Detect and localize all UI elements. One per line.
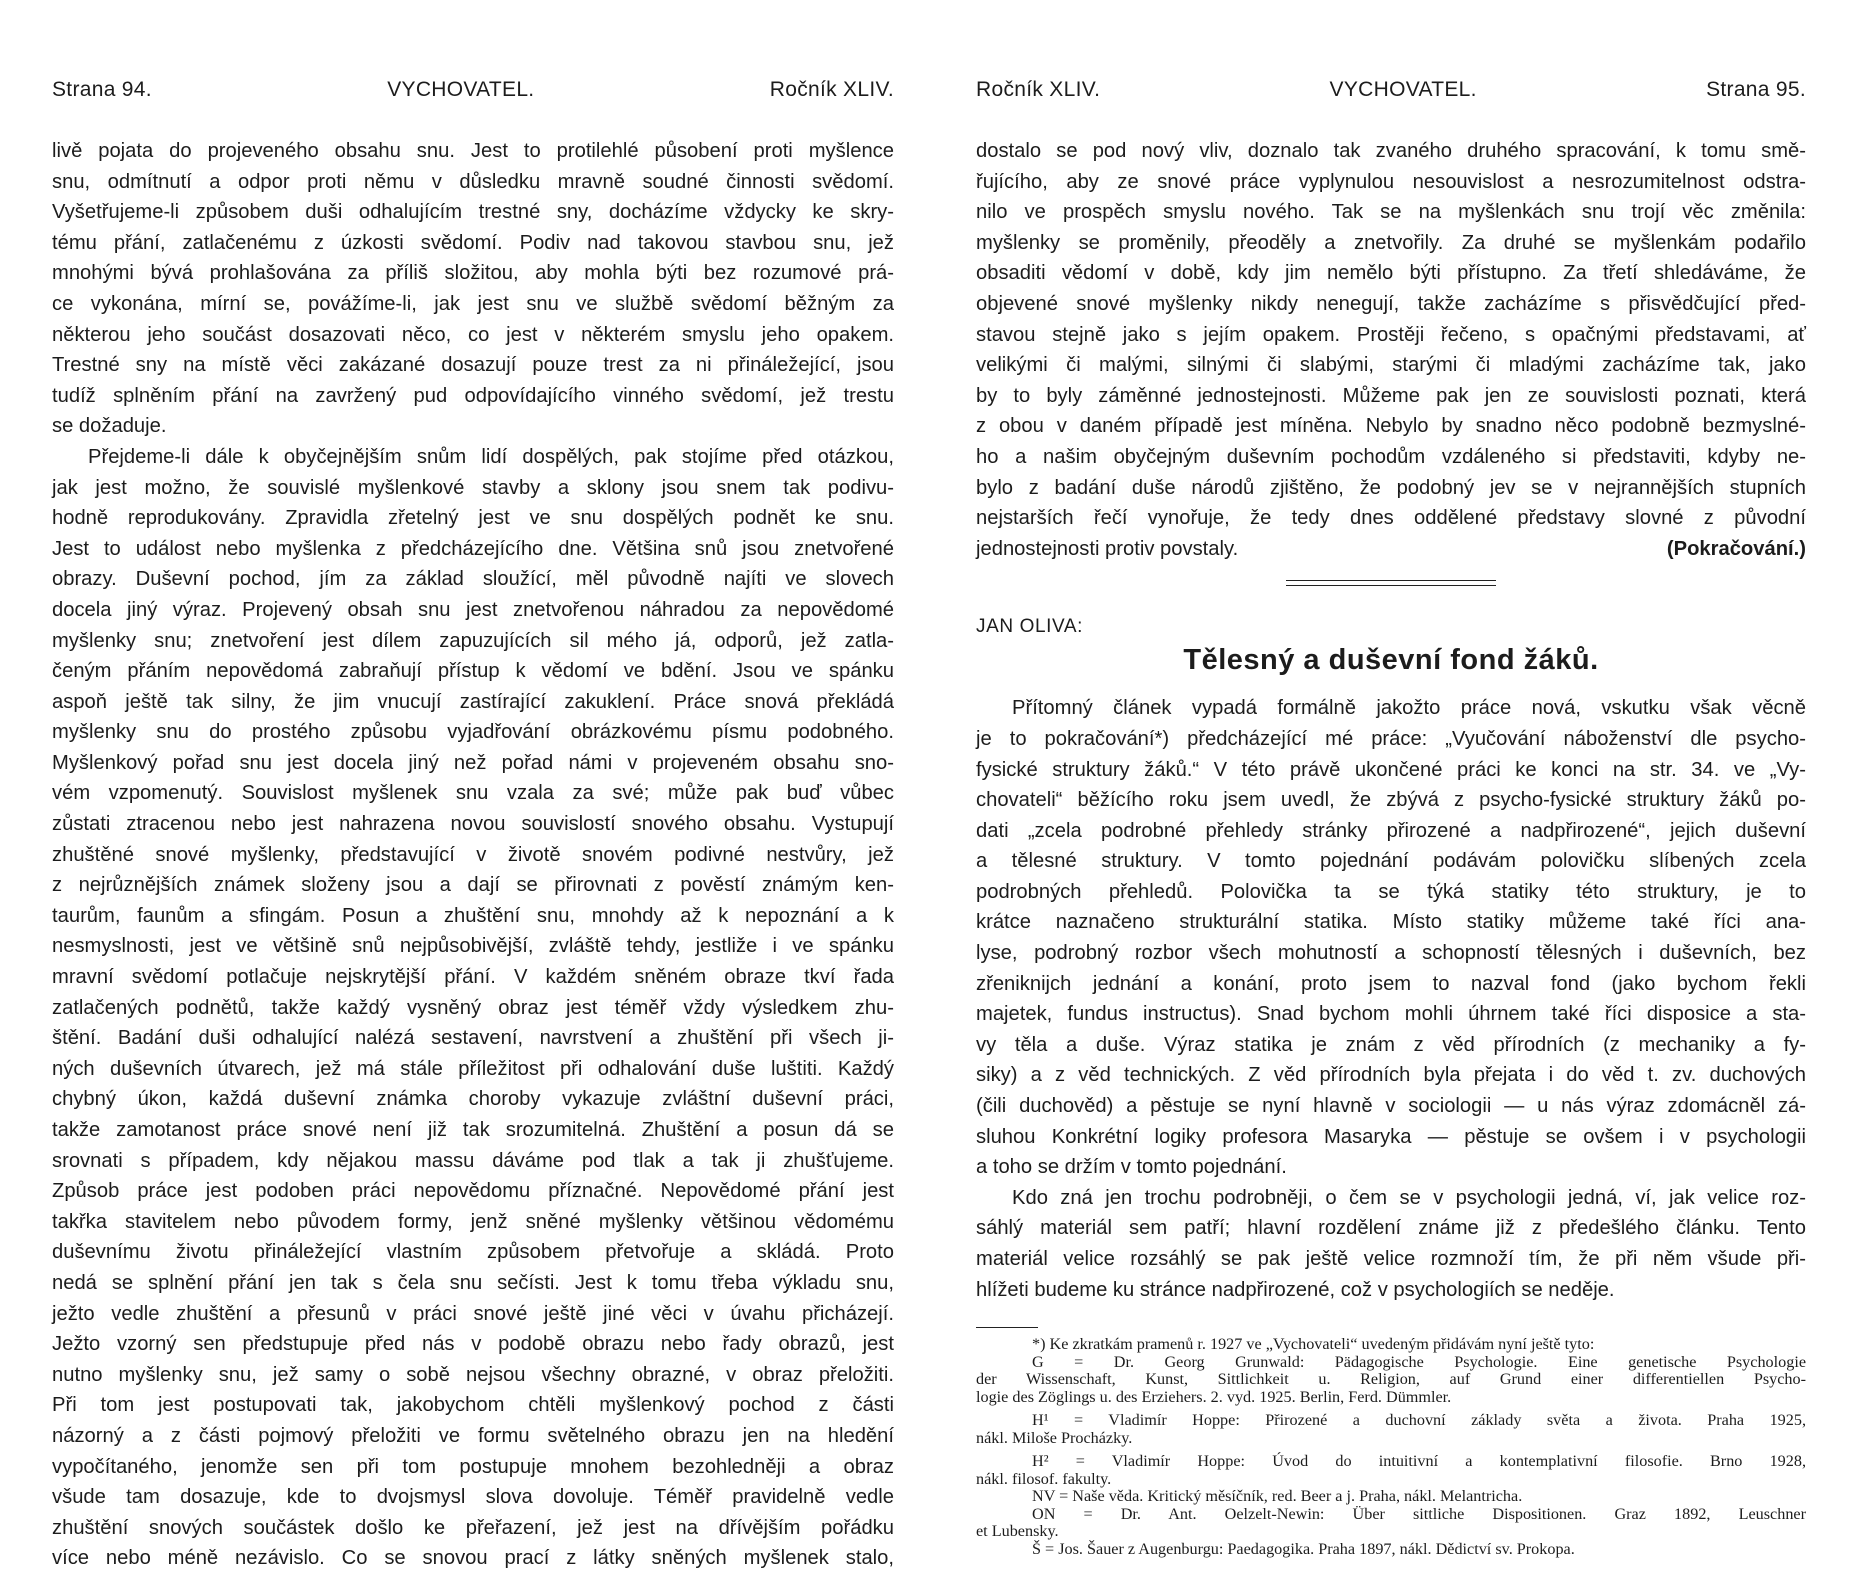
- footnote-line: et Lubensky.: [976, 1522, 1059, 1541]
- text-line: vypočítaného, jenomže sen při tom postupuje mnohem bezohledněji a obraz: [52, 1455, 894, 1478]
- text-line: zřeniknijch jednání a konání, proto jsem to nazval fond (jako bychom řekli: [976, 972, 1806, 995]
- text-line: dostalo se pod nový vliv, doznalo tak zvaného druhého spracování, k tomu smě-: [976, 140, 1806, 162]
- text-line: mravní svědomí potlačuje nejskrytější přání. V každém sněném obraze tkví řada: [52, 966, 894, 989]
- page-number: Strana 94.: [52, 78, 152, 101]
- text-line: zůstati ztracenou nebo jest nahrazena novou souvislostí snového obsahu. Vystupují: [52, 813, 894, 836]
- text-line: dati „zcela podrobné přehledy stránky přirozené a nadpřirozené“, jejich duševní: [976, 819, 1806, 842]
- text-line: zhuštěné snové myšlenky, představující v životě snovém podivné nestvůry, jež: [52, 843, 894, 866]
- text-line: jak jest možno, že souvislé myšlenkové stavby a sklony jsou snem tak podivu-: [52, 476, 894, 499]
- text-line: Myšlenkový pořad snu jest docela jiný než pořad námi v projeveném obsahu sno-: [52, 751, 894, 774]
- text-line: více nebo méně nezávislo. Co se snovou prací z látky sněných myšlenek stalo,: [52, 1547, 894, 1570]
- text-line: řujícího, aby ze snové práce vyplynulou nesouvislost a nesrozumitelnost odstra-: [976, 170, 1806, 193]
- text-line: z obou v daném případě jest míněna. Nebylo by snadno něco podobně bezmyslné-: [976, 415, 1806, 438]
- text-line: majetek, fundus instructus). Snad bychom mohli úhrnem také říci disposice a sta-: [976, 1003, 1806, 1026]
- text-line: stavou stejně jako s jejím opakem. Prostěji řečeno, s opačnými představami, ať: [976, 323, 1806, 346]
- left-running-head: [52, 78, 894, 102]
- text-line: chybný úkon, každá duševní známka choroby vykazuje zvláštní duševní práci,: [52, 1088, 894, 1111]
- text-line: ho a našim obyčejným duševním pochodům vzdáleného si představiti, kdyby ne-: [976, 445, 1806, 468]
- text-line: docela jiný výraz. Projevený obsah snu jest znetvořenou náhradou za nepovědomé: [52, 598, 894, 621]
- text-line: nejstarších řečí vynořuje, že tedy dnes oddělené představy slovné z původní: [976, 507, 1806, 530]
- text-line: a toho se držím v tomto pojednání.: [976, 1156, 1287, 1179]
- text-line: Trestné sny na místě věci zakázané dosazují pouze trest za ni přináležející, jsou: [52, 354, 894, 377]
- text-line: livě pojata do projeveného obsahu snu. Jest to protilehlé působení proti myšlence: [52, 140, 894, 162]
- footnote-line: Š = Jos. Šauer z Augenburgu: Paedagogika. Praha 1897, nákl. Dědictví sv. Prokopa.: [1032, 1539, 1575, 1558]
- footnote-line: ON = Dr. Ant. Oelzelt-Newin: Über sittliche Dispositionen. Graz 1892, Leuschner: [1032, 1504, 1806, 1523]
- text-line: objevené snové myšlenky nikdy nenegují, takže zacházíme s přisvědčující před-: [976, 292, 1806, 315]
- text-line: takže zamotanost práce snové není již tak srozumitelná. Zhuštění a posun dá se: [52, 1119, 894, 1141]
- text-line: zhuštění snových součástek došlo ke přeřazení, jež jest na dřívějším pořádku: [52, 1516, 894, 1539]
- text-line: fysické struktury žáků.“ V této právě ukončené práci ke konci na str. 34. ve „Vy-: [976, 758, 1806, 781]
- closing-row: [976, 534, 1806, 565]
- footnotes: [976, 1336, 1806, 1558]
- page-number: Strana 95.: [1706, 78, 1806, 101]
- text-line: podrobných přehledů. Polovička ta se týká statiky této struktury, je to: [976, 880, 1806, 903]
- article-body-text: [976, 693, 1806, 1305]
- footnote-line: H¹ = Vladimír Hoppe: Přirozené a duchovní základy světa a života. Praha 1925,: [1032, 1411, 1806, 1430]
- text-line: by to byly záměnné jednostejnosti. Můžeme pak jen ze souvislosti poznati, která: [976, 384, 1806, 407]
- section-divider: [1286, 585, 1496, 586]
- left-page: [52, 78, 894, 1574]
- right-page: [976, 78, 1806, 1558]
- section-divider: [1286, 580, 1496, 581]
- text-line: lyse, podrobný rozbor všech mohutností a schopností tělesných i duševních, bez: [976, 942, 1806, 965]
- text-line: Jest to událost nebo myšlenka z předcházejícího dne. Většina snů jsou znetvořené: [52, 537, 894, 560]
- text-line: velikými či malými, silnými či slabými, starými či mladými zacházíme tak, jako: [976, 354, 1806, 377]
- text-line: hodně reprodukovány. Zpravidla zřetelný jest ve snu dospělých podnět ke snu.: [52, 507, 894, 530]
- left-body-text: [52, 136, 894, 1574]
- text-line: myšlenky snu do prostého způsobu vyjadřování obrázkovému písmu podobného.: [52, 721, 894, 744]
- text-line: Kdo zná jen trochu podrobněji, o čem se v psychologii jedná, ví, jak velice roz-: [1012, 1186, 1806, 1209]
- footnote-line: G = Dr. Georg Grunwald: Pädagogische Psychologie. Eine genetische Psychologie: [1032, 1352, 1806, 1371]
- text-line: chovateli“ běžícího roku jsem uvedl, že zbývá z psycho-fysické struktury žáků po-: [976, 789, 1806, 812]
- text-line: nutno myšlenky snu, jež samy o sobě nejsou všechny obrazné, v obraz přeložiti.: [52, 1363, 894, 1386]
- text-line: ce vykonána, mírní se, povážíme-li, jak jest snu ve službě svědomí běžným za: [52, 292, 894, 315]
- text-line: taurům, faunům a sfingám. Posun a zhuštění snu, mnohdy až k nepoznání a k: [52, 904, 894, 927]
- text-line: duševnímu životu přináležející vlastním způsobem přetvořuje a skládá. Proto: [52, 1241, 894, 1264]
- text-line: z nejrůznějších známek složeny jsou a dají se přirovnati z pověstí známým ken-: [52, 874, 894, 897]
- footnote-line: H² = Vladimír Hoppe: Úvod do intuitivní a kontemplativní filosofie. Brno 1928,: [1032, 1452, 1806, 1471]
- text-line: sluhou Konkrétní logiky profesora Masaryka — pěstuje se ovšem i v psychologii: [976, 1125, 1806, 1148]
- text-line: aspoň ještě tak silny, že jim vnucují zastírající zakuklení. Práce snová překládá: [52, 690, 894, 713]
- right-running-head: [976, 78, 1806, 102]
- text-line: ježto vedle zhuštění a přesunů v práci snové ještě jiné věci v úvahu přicházejí.: [52, 1302, 894, 1325]
- text-line: je to pokračování*) předcházející mé práce: „Vyučování náboženství dle psycho-: [976, 727, 1806, 750]
- text-line: Vyšetřujeme-li způsobem duši odhalujícím trestné sny, docházíme vždycky ke skry-: [52, 201, 894, 224]
- text-line: (čili duchověd) a pěstuje se nyní hlavně v sociologii — u nás výraz zdomácněl zá-: [976, 1095, 1806, 1118]
- text-line: mnohými bývá prohlašována za příliš složitou, aby mohla býti bez rozumové prá-: [52, 262, 894, 285]
- text-line: snu, odmítnutí a odpor proti němu v důsledku mravně soudné činnosti svědomí.: [52, 170, 894, 193]
- footnote-line: logie des Zöglings u. des Erziehers. 2. vyd. 1925. Berlin, Ferd. Dümmler.: [976, 1387, 1452, 1406]
- text-line: Ježto vzorný sen předstupuje před nás v podobě obrazu nebo řady obrazů, jest: [52, 1333, 894, 1356]
- closing-line: jednostejnosti protiv povstaly.: [976, 537, 1239, 560]
- footnote-line: nákl. Miloše Procházky.: [976, 1428, 1133, 1447]
- footnote-rule: [976, 1327, 1038, 1328]
- journal-title: VYCHOVATEL.: [1329, 78, 1477, 101]
- text-line: materiál velice rozsáhlý se pak ještě velice rozmnoží tím, že při něm všude při-: [976, 1248, 1806, 1270]
- article-title: Tělesný a duševní fond žáků.: [1183, 644, 1599, 677]
- text-line: vy těla a duše. Výraz statika je znám z věd přírodních (z mechaniky a fy-: [976, 1033, 1806, 1056]
- text-line: ných duševních útvarech, jež má stále příležitost při odhalování duše luštiti. Každý: [52, 1057, 894, 1080]
- text-line: a tělesné struktury. V tomto pojednání podávám polovičku slíbených zcela: [976, 850, 1806, 873]
- text-line: myšlenky se proměnily, přeoděly a znetvořily. Za druhé se myšlenkám podařilo: [976, 231, 1806, 254]
- text-line: Při tom jest postupovati tak, jakobychom chtěli myšlenkový pochod z části: [52, 1394, 894, 1417]
- text-line: hlížeti budeme ku stránce nadpřirozené, což v psychologiích se neděje.: [976, 1278, 1615, 1301]
- text-line: krátce naznačeno strukturální statika. Místo statiky můžeme také říci ana-: [976, 911, 1806, 934]
- text-line: srovnati s případem, kdy nějakou massu dáváme pod tlak a tak ji zhušťujeme.: [52, 1149, 894, 1172]
- text-line: názorný a z části pojmový přeložiti ve formu světelného obrazu jen na hledění: [52, 1424, 894, 1447]
- continued-note: (Pokračování.): [1666, 537, 1806, 560]
- text-line: štění. Badání duši odhalující nalézá sestavení, navrstvení a zhuštění při všech ji-: [52, 1027, 894, 1050]
- text-line: Přítomný článek vypadá formálně jakožto práce nová, vskutku však věcně: [1012, 697, 1806, 720]
- text-line: nedá se splnění přání jen tak s čela snu sečísti. Jest k tomu třeba výkladu snu,: [52, 1271, 894, 1294]
- text-line: některou jeho součást dosazovati něco, co jest v některém smyslu jeho opakem.: [52, 323, 894, 346]
- footnote-line: der Wissenschaft, Kunst, Sittlichkeit u. Religion, auf Grund einer differentiellen Psycho-: [976, 1370, 1806, 1389]
- text-line: Přejdeme-li dále k obyčejnějším snům lidí dospělých, pak stojíme před otázkou,: [88, 445, 894, 468]
- text-line: sáhlý materiál sem patří; hlavní rozdělení známe již z předešlého článku. Tento: [976, 1217, 1806, 1240]
- right-body-text: [976, 136, 1806, 534]
- text-line: čeným přáním nepovědomá zabraňují přístup k vědomí ve bdění. Jsou ve spánku: [52, 660, 894, 683]
- volume-number: Ročník XLIV.: [976, 78, 1101, 101]
- text-line: obrazy. Duševní pochod, jím za základ sloužící, měl původně najíti ve slovech: [52, 568, 894, 591]
- text-line: bylo z badání duše národů zjištěno, že podobný jev se v nejrannějších stupních: [976, 476, 1806, 499]
- text-line: siky) a z věd technických. Z věd přírodních byla přejata i do věd t. zv. duchových: [976, 1064, 1806, 1087]
- text-line: tudíž splněním přání na zavržený pud odpovídajícího vinného svědomí, jež trestu: [52, 384, 894, 407]
- text-line: obsaditi vědomí v době, kdy jim nemělo býti přístupno. Za třetí shledáváme, že: [976, 262, 1806, 285]
- footnote-line: *) Ke zkratkám pramenů r. 1927 ve „Vychovateli“ uvedeným přidávám nyní ještě tyto:: [1032, 1335, 1595, 1354]
- text-line: takřka stavitelem nebo původem formy, jenž sněné myšlenky většinou vědomému: [52, 1210, 894, 1233]
- footnote-line: nákl. filosof. fakulty.: [976, 1469, 1112, 1488]
- text-line: nilo ve prospěch smyslu nového. Tak se na myšlenkách snu trojí věc změnila:: [976, 201, 1806, 224]
- text-line: vém vzpomenutý. Souvislost myšlenek snu vzala za své; může pak buď vůbec: [52, 782, 894, 805]
- article-author: JAN OLIVA:: [976, 616, 1084, 638]
- text-line: se dožaduje.: [52, 415, 167, 438]
- text-line: tému přání, zatlačenému z úzkosti svědomí. Podiv nad takovou stavbou snu, jež: [52, 231, 894, 254]
- text-line: nesmyslnosti, jest ve většině snů nejpůsobivější, zvláště tehdy, jestliže i ve spánku: [52, 935, 894, 958]
- volume-number: Ročník XLIV.: [769, 78, 894, 101]
- text-line: Způsob práce jest podoben práci nepovědomu příznačné. Nepovědomé přání jest: [52, 1180, 894, 1203]
- text-line: myšlenky snu; znetvoření jest dílem zapuzujících sil mého já, odporů, jež zatla-: [52, 629, 894, 652]
- text-line: zatlačených podnětů, takže každý vysněný obraz jest téměř vždy výsledkem zhu-: [52, 996, 894, 1019]
- text-line: všude tam dosazuje, kde to dvojsmysl slova dovoluje. Téměř pravidelně vedle: [52, 1486, 894, 1509]
- journal-title: VYCHOVATEL.: [387, 78, 535, 101]
- footnote-line: NV = Naše věda. Kritický měsíčník, red. Beer a j. Praha, nákl. Melantricha.: [1032, 1487, 1523, 1506]
